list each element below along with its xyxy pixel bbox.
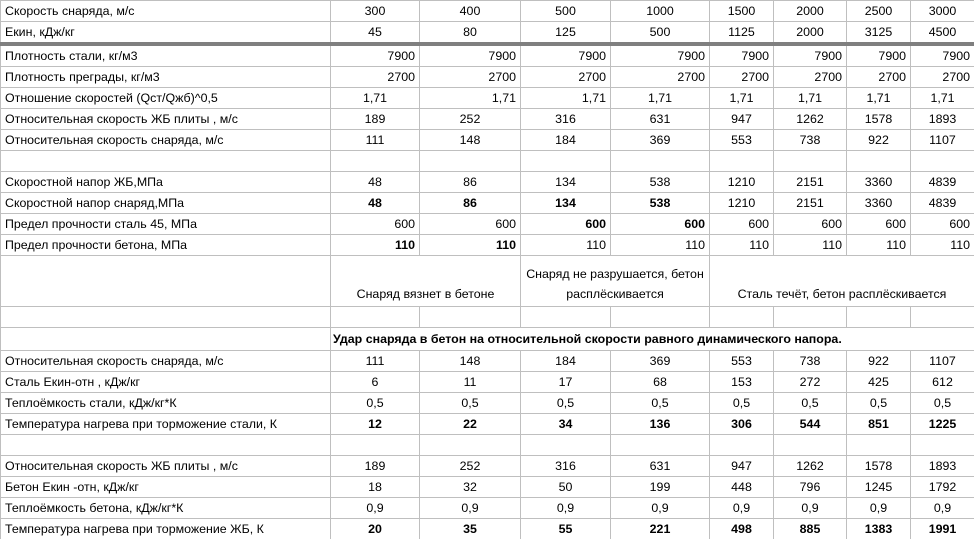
- table-row: [1, 519, 974, 539]
- value-cell[interactable]: 2700: [420, 67, 521, 88]
- value-cell[interactable]: 32: [420, 477, 521, 498]
- value-cell[interactable]: 1500: [710, 1, 774, 22]
- value-cell[interactable]: 0,9: [911, 498, 974, 519]
- value-cell[interactable]: 0,5: [331, 393, 420, 414]
- table-row: [1, 372, 974, 393]
- table-row: [1, 88, 974, 109]
- value-cell[interactable]: 48: [331, 172, 420, 193]
- cell[interactable]: [611, 151, 710, 172]
- cell[interactable]: [1, 151, 331, 172]
- value-cell[interactable]: 1107: [911, 130, 974, 151]
- value-cell[interactable]: 1225: [911, 414, 974, 435]
- value-cell[interactable]: 20: [331, 519, 420, 539]
- cell[interactable]: [847, 151, 911, 172]
- value-cell[interactable]: 0,9: [331, 498, 420, 519]
- value-cell[interactable]: 600: [911, 214, 974, 235]
- row-label[interactable]: Температура нагрева при торможение ЖБ, К: [1, 519, 331, 539]
- value-cell[interactable]: 1262: [774, 456, 847, 477]
- value-cell[interactable]: 738: [774, 130, 847, 151]
- value-cell[interactable]: 7900: [774, 44, 847, 67]
- block-notes: [1, 256, 974, 351]
- value-cell[interactable]: 316: [521, 456, 611, 477]
- value-cell[interactable]: 111: [331, 351, 420, 372]
- note-stuck[interactable]: Снаряд вязнет в бетоне: [331, 256, 521, 307]
- value-cell[interactable]: 738: [774, 351, 847, 372]
- section-heading[interactable]: Удар снаряда в бетон на относительной скорости равного динамического напора.: [331, 328, 974, 351]
- value-cell[interactable]: 110: [710, 235, 774, 256]
- row-label[interactable]: Скоростной напор ЖБ,МПа: [1, 172, 331, 193]
- row-label[interactable]: Относительная скорость ЖБ плиты , м/с: [1, 109, 331, 130]
- value-cell[interactable]: 922: [847, 351, 911, 372]
- value-cell[interactable]: 3000: [911, 1, 974, 22]
- value-cell[interactable]: 136: [611, 414, 710, 435]
- table-row: [1, 22, 974, 45]
- value-cell[interactable]: 110: [774, 235, 847, 256]
- block-steel-heat: [1, 351, 974, 435]
- value-cell[interactable]: 1210: [710, 193, 774, 214]
- table-row: [1, 1, 974, 22]
- value-cell[interactable]: 369: [611, 351, 710, 372]
- value-cell[interactable]: 1,71: [847, 88, 911, 109]
- value-cell[interactable]: 1,71: [911, 88, 974, 109]
- row-label[interactable]: Относительная скорость снаряда, м/с: [1, 351, 331, 372]
- cell[interactable]: [331, 151, 420, 172]
- table-row: [1, 498, 974, 519]
- row-label[interactable]: Плотность стали, кг/м3: [1, 44, 331, 67]
- value-cell[interactable]: 0,9: [611, 498, 710, 519]
- cell[interactable]: [774, 307, 847, 328]
- value-cell[interactable]: 612: [911, 372, 974, 393]
- row-label[interactable]: Теплоёмкость стали, кДж/кг*К: [1, 393, 331, 414]
- cell[interactable]: [847, 435, 911, 456]
- value-cell[interactable]: 600: [774, 214, 847, 235]
- value-cell[interactable]: 7900: [611, 44, 710, 67]
- value-cell[interactable]: 0,5: [420, 393, 521, 414]
- value-cell[interactable]: 600: [331, 214, 420, 235]
- value-cell[interactable]: 12: [331, 414, 420, 435]
- cell[interactable]: [774, 435, 847, 456]
- value-cell[interactable]: 0,9: [420, 498, 521, 519]
- value-cell[interactable]: 1,71: [521, 88, 611, 109]
- row-label[interactable]: Скоростной напор снаряд,МПа: [1, 193, 331, 214]
- cell[interactable]: [1, 328, 331, 351]
- value-cell[interactable]: 125: [521, 22, 611, 45]
- cell[interactable]: [911, 151, 974, 172]
- value-cell[interactable]: 134: [521, 172, 611, 193]
- value-cell[interactable]: 0,5: [710, 393, 774, 414]
- empty-row: [1, 151, 974, 172]
- table-row: [1, 172, 974, 193]
- value-cell[interactable]: 111: [331, 130, 420, 151]
- value-cell[interactable]: 0,5: [521, 393, 611, 414]
- value-cell[interactable]: 184: [521, 130, 611, 151]
- value-cell[interactable]: 922: [847, 130, 911, 151]
- value-cell[interactable]: 947: [710, 109, 774, 130]
- value-cell[interactable]: 425: [847, 372, 911, 393]
- value-cell[interactable]: 110: [847, 235, 911, 256]
- value-cell[interactable]: 68: [611, 372, 710, 393]
- value-cell[interactable]: 18: [331, 477, 420, 498]
- cell[interactable]: [521, 307, 611, 328]
- value-cell[interactable]: 0,9: [710, 498, 774, 519]
- value-cell[interactable]: 0,5: [611, 393, 710, 414]
- value-cell[interactable]: 48: [331, 193, 420, 214]
- value-cell[interactable]: 1107: [911, 351, 974, 372]
- value-cell[interactable]: 199: [611, 477, 710, 498]
- value-cell[interactable]: 148: [420, 351, 521, 372]
- value-cell[interactable]: 2700: [521, 67, 611, 88]
- value-cell[interactable]: 306: [710, 414, 774, 435]
- cell[interactable]: [331, 435, 420, 456]
- table-row: [1, 351, 974, 372]
- block-velocity: [1, 1, 974, 45]
- value-cell[interactable]: 1991: [911, 519, 974, 539]
- value-cell[interactable]: 1000: [611, 1, 710, 22]
- value-cell[interactable]: 2700: [774, 67, 847, 88]
- value-cell[interactable]: 80: [420, 22, 521, 45]
- value-cell[interactable]: 498: [710, 519, 774, 539]
- row-label[interactable]: Сталь Екин-отн , кДж/кг: [1, 372, 331, 393]
- value-cell[interactable]: 1,71: [710, 88, 774, 109]
- table-row: [1, 130, 974, 151]
- value-cell[interactable]: 0,9: [521, 498, 611, 519]
- value-cell[interactable]: 1,71: [331, 88, 420, 109]
- value-cell[interactable]: 110: [331, 235, 420, 256]
- note-splash[interactable]: Снаряд не разрушается, бетон расплёскивается: [521, 256, 710, 307]
- value-cell[interactable]: 1578: [847, 456, 911, 477]
- table-row: [1, 235, 974, 256]
- value-cell[interactable]: 148: [420, 130, 521, 151]
- block-pressure: [1, 151, 974, 256]
- value-cell[interactable]: 252: [420, 456, 521, 477]
- row-label[interactable]: Скорость снаряда, м/с: [1, 1, 331, 22]
- value-cell[interactable]: 2151: [774, 172, 847, 193]
- value-cell[interactable]: 0,5: [847, 393, 911, 414]
- value-cell[interactable]: 1,71: [420, 88, 521, 109]
- cell[interactable]: [911, 435, 974, 456]
- table-row: [1, 456, 974, 477]
- block-concrete-heat: [1, 435, 974, 539]
- cell[interactable]: [611, 307, 710, 328]
- value-cell[interactable]: 7900: [521, 44, 611, 67]
- value-cell[interactable]: 22: [420, 414, 521, 435]
- cell[interactable]: [710, 435, 774, 456]
- value-cell[interactable]: 35: [420, 519, 521, 539]
- value-cell[interactable]: 11: [420, 372, 521, 393]
- value-cell[interactable]: 1578: [847, 109, 911, 130]
- row-label[interactable]: Относительная скорость снаряда, м/с: [1, 130, 331, 151]
- value-cell[interactable]: 2000: [774, 1, 847, 22]
- value-cell[interactable]: 500: [521, 1, 611, 22]
- value-cell[interactable]: 2700: [911, 67, 974, 88]
- value-cell[interactable]: 7900: [911, 44, 974, 67]
- cell[interactable]: [611, 435, 710, 456]
- empty-row: [1, 435, 974, 456]
- cell[interactable]: [774, 151, 847, 172]
- heading-row: [1, 328, 974, 351]
- value-cell[interactable]: 947: [710, 456, 774, 477]
- row-label[interactable]: Плотность преграды, кг/м3: [1, 67, 331, 88]
- value-cell[interactable]: 538: [611, 193, 710, 214]
- cell[interactable]: [1, 435, 331, 456]
- value-cell[interactable]: 50: [521, 477, 611, 498]
- value-cell[interactable]: 4500: [911, 22, 974, 45]
- value-cell[interactable]: 221: [611, 519, 710, 539]
- table-row: [1, 414, 974, 435]
- cell[interactable]: [1, 256, 331, 307]
- value-cell[interactable]: 600: [521, 214, 611, 235]
- value-cell[interactable]: 0,5: [911, 393, 974, 414]
- value-cell[interactable]: 3360: [847, 172, 911, 193]
- row-label[interactable]: Относительная скорость ЖБ плиты , м/с: [1, 456, 331, 477]
- value-cell[interactable]: 885: [774, 519, 847, 539]
- value-cell[interactable]: 1893: [911, 456, 974, 477]
- row-label[interactable]: Екин, кДж/кг: [1, 22, 331, 45]
- cell[interactable]: [420, 307, 521, 328]
- value-cell[interactable]: 1383: [847, 519, 911, 539]
- value-cell[interactable]: 300: [331, 1, 420, 22]
- value-cell[interactable]: 1210: [710, 172, 774, 193]
- value-cell[interactable]: 55: [521, 519, 611, 539]
- value-cell[interactable]: 544: [774, 414, 847, 435]
- row-label[interactable]: Бетон Екин -отн, кДж/кг: [1, 477, 331, 498]
- value-cell[interactable]: 7900: [420, 44, 521, 67]
- cell[interactable]: [710, 151, 774, 172]
- row-label[interactable]: Температура нагрева при торможение стали, К: [1, 414, 331, 435]
- value-cell[interactable]: 2700: [847, 67, 911, 88]
- value-cell[interactable]: 851: [847, 414, 911, 435]
- cell[interactable]: [420, 151, 521, 172]
- value-cell[interactable]: 2700: [710, 67, 774, 88]
- row-label[interactable]: Предел прочности сталь 45, МПа: [1, 214, 331, 235]
- value-cell[interactable]: 316: [521, 109, 611, 130]
- value-cell[interactable]: 600: [420, 214, 521, 235]
- value-cell[interactable]: 600: [611, 214, 710, 235]
- value-cell[interactable]: 538: [611, 172, 710, 193]
- empty-row: [1, 307, 974, 328]
- value-cell[interactable]: 134: [521, 193, 611, 214]
- value-cell[interactable]: 189: [331, 109, 420, 130]
- value-cell[interactable]: 4839: [911, 193, 974, 214]
- value-cell[interactable]: 110: [521, 235, 611, 256]
- cell[interactable]: [911, 307, 974, 328]
- value-cell[interactable]: 500: [611, 22, 710, 45]
- value-cell[interactable]: 153: [710, 372, 774, 393]
- value-cell[interactable]: 34: [521, 414, 611, 435]
- value-cell[interactable]: 2151: [774, 193, 847, 214]
- cell[interactable]: [521, 151, 611, 172]
- value-cell[interactable]: 1,71: [611, 88, 710, 109]
- cell[interactable]: [420, 435, 521, 456]
- value-cell[interactable]: 110: [420, 235, 521, 256]
- notes-row: [1, 256, 974, 307]
- cell[interactable]: [521, 435, 611, 456]
- table-row: [1, 393, 974, 414]
- value-cell[interactable]: 1262: [774, 109, 847, 130]
- cell[interactable]: [710, 307, 774, 328]
- value-cell[interactable]: 0,5: [774, 393, 847, 414]
- row-label[interactable]: Теплоёмкость бетона, кДж/кг*К: [1, 498, 331, 519]
- table-row: [1, 109, 974, 130]
- value-cell[interactable]: 184: [521, 351, 611, 372]
- table-row: [1, 477, 974, 498]
- value-cell[interactable]: 2700: [331, 67, 420, 88]
- value-cell[interactable]: 110: [611, 235, 710, 256]
- value-cell[interactable]: 189: [331, 456, 420, 477]
- value-cell[interactable]: 86: [420, 172, 521, 193]
- value-cell[interactable]: 1893: [911, 109, 974, 130]
- note-flow[interactable]: Сталь течёт, бетон расплёскивается: [710, 256, 974, 307]
- value-cell[interactable]: 1245: [847, 477, 911, 498]
- row-label[interactable]: Отношение скоростей (Qст/Qжб)^0,5: [1, 88, 331, 109]
- value-cell[interactable]: 553: [710, 130, 774, 151]
- value-cell[interactable]: 600: [710, 214, 774, 235]
- cell[interactable]: [331, 307, 420, 328]
- value-cell[interactable]: 796: [774, 477, 847, 498]
- value-cell[interactable]: 3125: [847, 22, 911, 45]
- value-cell[interactable]: 7900: [331, 44, 420, 67]
- table-row: [1, 214, 974, 235]
- cell[interactable]: [1, 307, 331, 328]
- value-cell[interactable]: 2500: [847, 1, 911, 22]
- value-cell[interactable]: 45: [331, 22, 420, 45]
- value-cell[interactable]: 86: [420, 193, 521, 214]
- value-cell[interactable]: 1,71: [774, 88, 847, 109]
- value-cell[interactable]: 1792: [911, 477, 974, 498]
- block-density: [1, 44, 974, 151]
- value-cell[interactable]: 3360: [847, 193, 911, 214]
- value-cell[interactable]: 17: [521, 372, 611, 393]
- value-cell[interactable]: 1125: [710, 22, 774, 45]
- row-label[interactable]: Предел прочности бетона, МПа: [1, 235, 331, 256]
- value-cell[interactable]: 7900: [710, 44, 774, 67]
- value-cell[interactable]: 4839: [911, 172, 974, 193]
- value-cell[interactable]: 272: [774, 372, 847, 393]
- cell[interactable]: [847, 307, 911, 328]
- value-cell[interactable]: 0,9: [847, 498, 911, 519]
- table-row: [1, 44, 974, 67]
- value-cell[interactable]: 600: [847, 214, 911, 235]
- value-cell[interactable]: 553: [710, 351, 774, 372]
- table-row: [1, 67, 974, 88]
- table-row: [1, 193, 974, 214]
- value-cell[interactable]: 2700: [611, 67, 710, 88]
- value-cell[interactable]: 2000: [774, 22, 847, 45]
- value-cell[interactable]: 7900: [847, 44, 911, 67]
- value-cell[interactable]: 6: [331, 372, 420, 393]
- value-cell[interactable]: 400: [420, 1, 521, 22]
- value-cell[interactable]: 631: [611, 456, 710, 477]
- value-cell[interactable]: 252: [420, 109, 521, 130]
- value-cell[interactable]: 0,9: [774, 498, 847, 519]
- value-cell[interactable]: 448: [710, 477, 774, 498]
- value-cell[interactable]: 369: [611, 130, 710, 151]
- value-cell[interactable]: 110: [911, 235, 974, 256]
- value-cell[interactable]: 631: [611, 109, 710, 130]
